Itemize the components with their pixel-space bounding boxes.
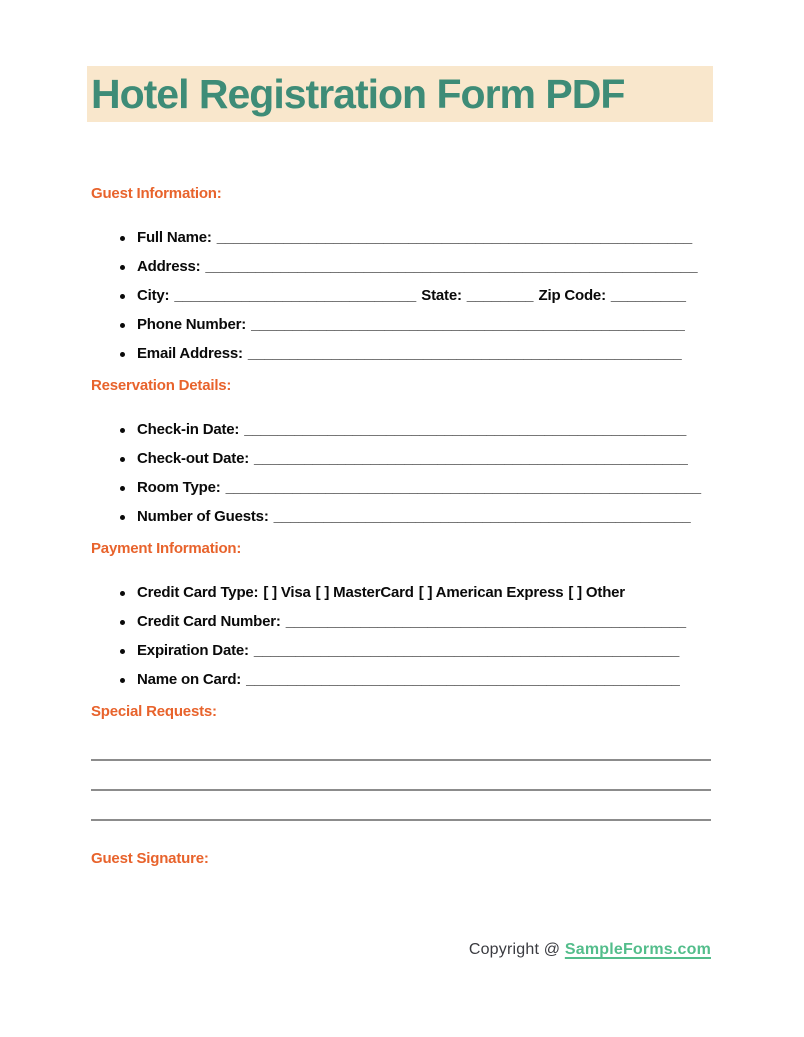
document-page [91,0,711,961]
form-row [91,643,711,659]
address-blank[interactable]: ___________________________________________________________ [205,259,698,275]
form-row [91,230,711,246]
form-row [91,585,711,601]
section-guest-information [91,185,711,362]
form-row [91,672,711,688]
guest-information-list [91,230,711,362]
form-row [91,288,711,304]
address-label: Address: [137,259,201,275]
room-type-label: Room Type: [137,480,221,496]
guest-signature-heading: Guest Signature: [91,850,209,867]
form-row [91,259,711,275]
form-row [91,317,711,333]
state-label: State: [421,288,462,304]
phone-number-label: Phone Number: [137,317,247,333]
expiration-date-blank[interactable]: ___________________________________________________ [253,643,680,659]
page-title: Hotel Registration Form PDF [91,71,625,117]
credit-card-type-label: Credit Card Type: [137,585,259,601]
full-name-label: Full Name: [137,230,212,246]
city-blank[interactable]: _____________________________ [174,288,417,304]
full-name-blank[interactable]: _________________________________________________________ [216,230,693,246]
email-address-blank[interactable]: ____________________________________________________ [247,346,682,362]
zip-code-blank[interactable]: _________ [610,288,686,304]
email-address-label: Email Address: [137,346,243,362]
copyright-text: Copyright @ [468,941,565,958]
special-requests-line[interactable] [91,731,711,761]
credit-card-number-label: Credit Card Number: [137,614,281,630]
form-row [91,614,711,630]
credit-card-type-option-other[interactable]: [ ] Other [568,585,625,601]
number-of-guests-label: Number of Guests: [137,509,269,525]
name-on-card-blank[interactable]: ____________________________________________________ [246,672,680,688]
credit-card-type-option-visa[interactable]: [ ] Visa [263,585,311,601]
special-requests-heading: Special Requests: [91,703,217,720]
state-blank[interactable]: ________ [466,288,534,304]
phone-number-blank[interactable]: ____________________________________________________ [251,317,685,333]
payment-information-list [91,585,711,688]
title-banner [87,66,713,122]
name-on-card-label: Name on Card: [137,672,242,688]
check-in-date-blank[interactable]: _____________________________________________________ [244,422,687,438]
check-in-date-label: Check-in Date: [137,422,240,438]
credit-card-type-option-mastercard[interactable]: [ ] MasterCard [315,585,414,601]
city-label: City: [137,288,170,304]
number-of-guests-blank[interactable]: __________________________________________________ [273,509,691,525]
room-type-blank[interactable]: _________________________________________________________ [225,480,702,496]
credit-card-type-option-american-express[interactable]: [ ] American Express [418,585,564,601]
special-requests-line[interactable] [91,761,711,791]
section-payment-information [91,540,711,688]
special-requests-line[interactable] [91,791,711,821]
check-out-date-label: Check-out Date: [137,451,250,467]
sampleforms-link[interactable]: SampleForms.com [564,941,711,958]
form-row [91,480,711,496]
check-out-date-blank[interactable]: ____________________________________________________ [254,451,688,467]
expiration-date-label: Expiration Date: [137,643,249,659]
section-reservation-details [91,377,711,525]
form-row [91,422,711,438]
zip-code-label: Zip Code: [538,288,606,304]
reservation-details-heading: Reservation Details: [91,377,232,394]
payment-information-heading: Payment Information: [91,540,242,557]
form-row [91,509,711,525]
special-requests-lines [91,731,711,821]
section-special-requests [91,703,711,821]
form-row [91,451,711,467]
reservation-details-list [91,422,711,525]
footer [91,939,711,961]
credit-card-number-blank[interactable]: ________________________________________________ [285,614,687,630]
guest-information-heading: Guest Information: [91,185,222,202]
section-guest-signature [91,850,711,867]
form-row [91,346,711,362]
